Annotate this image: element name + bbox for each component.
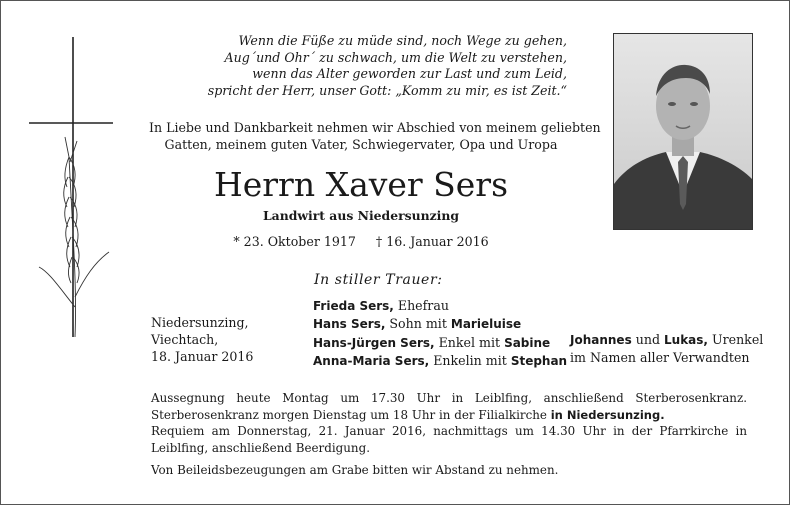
partner-name: Marieluise xyxy=(450,317,522,332)
portrait-photo xyxy=(613,33,753,230)
occupation: Landwirt aus Niedersunzing xyxy=(262,208,460,223)
member-relation: Ehefrau xyxy=(393,298,449,313)
life-dates xyxy=(149,234,573,249)
relatives-line: im Namen aller Verwandten xyxy=(570,350,750,366)
member-relation: Enkel mit xyxy=(434,334,505,350)
death-date: † 16. Januar 2016 xyxy=(375,234,489,249)
member-name: Hans Sers, xyxy=(313,317,386,332)
place-line: Niedersunzing, xyxy=(151,315,249,330)
funeral-info xyxy=(151,390,747,479)
partner-name: Sabine xyxy=(504,335,551,350)
member-name: Johannes xyxy=(570,333,632,347)
portrait-image xyxy=(614,34,752,229)
info-paragraph: Requiem am Donnerstag, 21. Januar 2016, nachmittags um 14.30 Uhr in der Pfarrkirche in Leiblfing, anschließend Beerdigung. xyxy=(151,424,747,455)
member-name: Anna-Maria Sers, xyxy=(313,354,430,369)
family-member xyxy=(313,297,567,315)
birth-date: * 23. Oktober 1917 xyxy=(233,234,356,249)
member-name: Lukas, xyxy=(664,333,708,347)
member-name: Frieda Sers, xyxy=(313,299,394,313)
place-date xyxy=(151,314,253,365)
member-name: Hans-Jürgen Sers, xyxy=(313,335,435,350)
member-relation: Enkelin mit xyxy=(429,353,511,369)
info-paragraph: Aussegnung heute Montag um 17.30 Uhr in Leiblfing, anschließend Sterberosenkranz. Sterberosenkranz morgen Dienstag um 18 Uhr in der Filialkirche in Niedersunzing. xyxy=(151,391,747,422)
family-list xyxy=(313,297,567,371)
family-member xyxy=(313,334,567,352)
cross-with-wheat-icon xyxy=(29,37,119,337)
date-line: 18. Januar 2016 xyxy=(151,349,254,364)
poem-line: spricht der Herr, unser Gott: „Komm zu mir, es ist Zeit.“ xyxy=(207,82,567,98)
info-paragraph: Von Beileidsbezeugungen am Grabe bitten wir Abstand zu nehmen. xyxy=(151,463,559,478)
family-member xyxy=(313,352,567,370)
mourning-heading: In stiller Trauer: xyxy=(314,272,443,288)
poem xyxy=(147,33,567,99)
member-relation: Sohn mit xyxy=(385,316,451,332)
great-grandchildren: Johannes und Lukas, Urenkel im Namen aller Verwandten xyxy=(570,332,764,366)
poem-line: Wenn die Füße zu müde sind, noch Wege zu gehen, xyxy=(238,33,567,48)
poem-line: wenn das Alter geworden zur Last und zum Leid, xyxy=(252,66,567,82)
place-line: Viechtach, xyxy=(151,332,219,347)
partner-name: Stephan xyxy=(510,354,568,369)
family-member xyxy=(313,315,567,333)
poem-line: Aug´und Ohr´ zu schwach, um die Welt zu verstehen, xyxy=(224,49,567,65)
deceased-name: Herrn Xaver Sers xyxy=(213,165,509,204)
intro-text xyxy=(149,119,601,153)
intro-line: In Liebe und Dankbarkeit nehmen wir Abschied von meinem geliebten xyxy=(149,120,601,135)
intro-line: Gatten, meinem guten Vater, Schwiegervater, Opa und Uropa xyxy=(164,137,558,152)
